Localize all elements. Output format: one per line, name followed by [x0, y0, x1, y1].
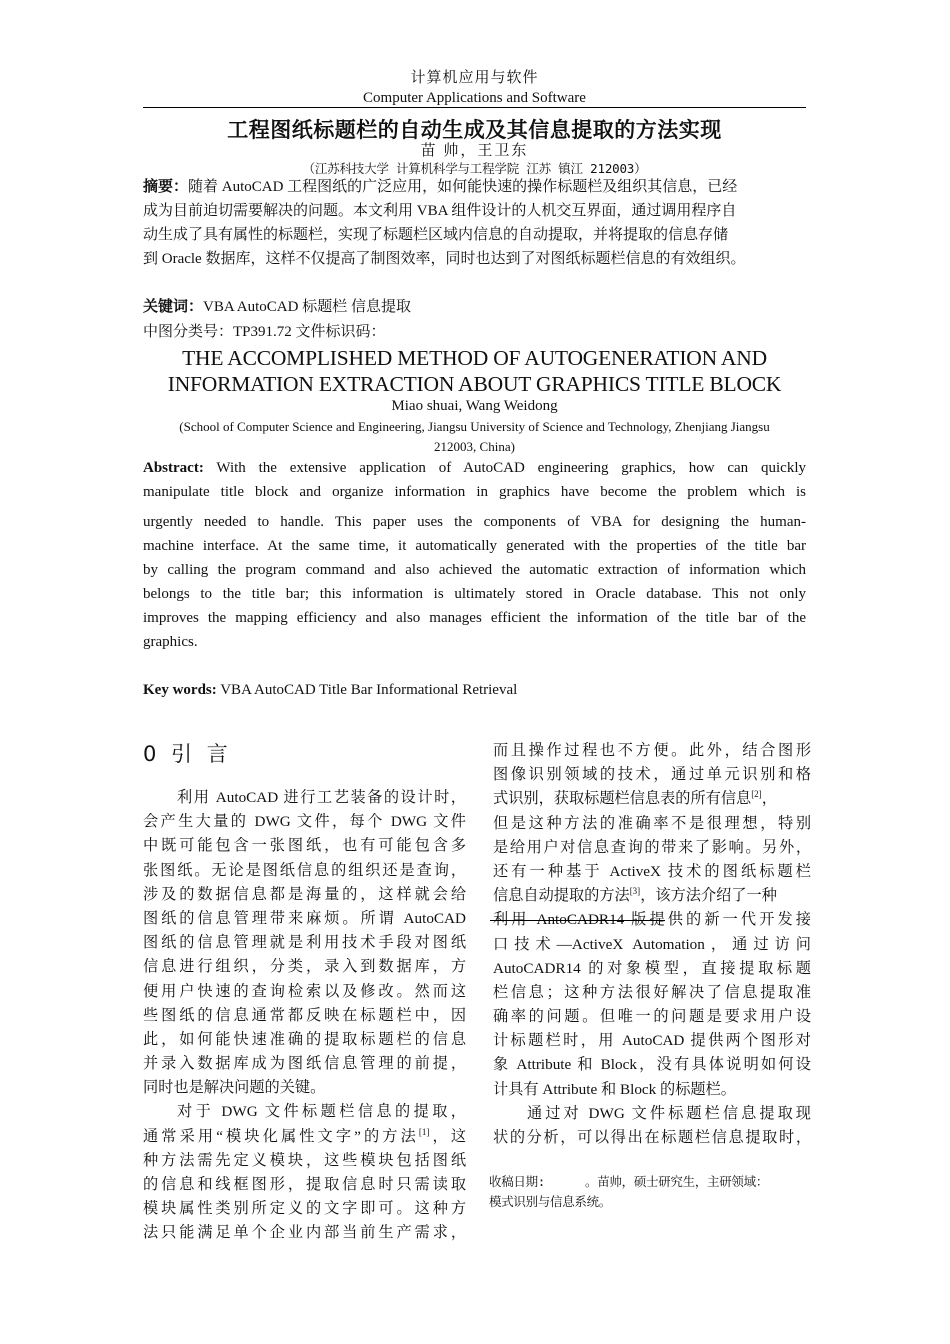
- body-line: 通常采用“模块化属性文字”的方法[1]，这: [143, 1126, 467, 1145]
- abstract-en-line: improves the mapping efficiency and also manages efficient the information of the title bar of the: [143, 610, 806, 626]
- body-line: 模块属性类别所定义的文字即可。这种方: [143, 1200, 466, 1218]
- body-line: 张图纸。无论是图纸信息的组织还是查询，: [143, 861, 466, 879]
- paper-title-cn: 工程图纸标题栏的自动生成及其信息提取的方法实现: [227, 118, 722, 142]
- abstract-cn: [143, 175, 806, 271]
- body-line: 通过对 DWG 文件标题栏信息提取现: [527, 1104, 811, 1122]
- body-line: 而且操作过程也不方便。此外，结合图形: [493, 742, 811, 759]
- body-line: 但是这种方法的准确率不是很理想，特别: [493, 814, 811, 832]
- body-line: 便用户快速的查询检索以及修改。然而这: [143, 982, 466, 1000]
- abstract-cn-line: 动生成了具有属性的标题栏，实现了标题栏区域内信息的自动提取，并将提取的信息存储: [143, 227, 729, 243]
- keywords-en-value: VBA AutoCAD Title Bar Informational Retrieval: [216, 682, 518, 698]
- body-line: 是给用户对信息查询的带来了影响。另外，: [493, 838, 811, 856]
- abstract-en-line: graphics.: [143, 634, 198, 650]
- body-line: AutoCADR14 的对象模型，直接提取标题: [493, 959, 811, 977]
- body-line: 计具有 Attribute 和 Block 的标题栏。: [493, 1080, 736, 1098]
- footnote: [489, 1172, 811, 1212]
- keywords-cn: [143, 295, 806, 319]
- body-line: 涉及的数据信息都是海量的，这样就会给: [143, 885, 466, 903]
- body-line: 状的分析，可以得出在标题栏信息提取时，: [493, 1129, 811, 1146]
- abstract-en-line: manipulate title block and organize information in graphics have become the problem which is: [143, 484, 806, 500]
- body-line: 确率的问题。但唯一的问题是要求用户设: [493, 1008, 811, 1026]
- abstract-en: [143, 456, 806, 654]
- author-bio: 。苗帅，硕士研究生，主研领域：: [585, 1174, 769, 1189]
- body-line: 式识别，获取标题栏信息表的所有信息[2]，: [493, 789, 777, 808]
- keywords-cn-value: VBA AutoCAD 标题栏 信息提取: [203, 299, 411, 315]
- body-line: 同时也是解决问题的关键。: [143, 1079, 326, 1097]
- body-line: 种方法需先定义模块，这些模块包括图纸: [143, 1151, 466, 1169]
- citation-ref[interactable]: [1]: [418, 1126, 430, 1137]
- abstract-en-line: machine interface. At the same time, it automatically generated with the properties of the title bar: [143, 538, 806, 554]
- abstract-en-line: With the extensive application of AutoCAD engineering graphics, how can quickly: [203, 460, 806, 476]
- paper-title-en-line: INFORMATION EXTRACTION ABOUT GRAPHICS TITLE BLOCK: [167, 372, 782, 396]
- abstract-en-label: Abstract:: [143, 460, 204, 476]
- body-line: 并录入数据库成为图纸信息管理的前提，: [143, 1055, 466, 1073]
- abstract-en-line: belongs to the title bar; this information is ultimately stored in Oracle database. This not only: [143, 586, 806, 602]
- authors-en: Miao shuai, Wang Weidong: [391, 398, 558, 414]
- journal-name-en: Computer Applications and Software: [363, 90, 586, 106]
- body-column-right: [493, 739, 811, 1150]
- affiliation-en-line: 212003, China): [434, 439, 515, 454]
- paper-title-en: [143, 345, 806, 397]
- body-line: 信息进行组织，分类，录入到数据库，方: [143, 958, 466, 976]
- journal-name-cn: 计算机应用与软件: [410, 68, 539, 86]
- keywords-en-label: Key words:: [143, 682, 217, 698]
- abstract-en-line: urgently needed to handle. This paper uses the components of VBA for designing the human-: [143, 514, 806, 530]
- affiliation-en: [143, 417, 806, 457]
- body-line: 对于 DWG 文件标题栏信息的提取，: [177, 1103, 466, 1121]
- affiliation-en-line: (School of Computer Science and Engineering, Jiangsu University of Science and Technology, Zhenjiang Jiangsu: [179, 419, 770, 434]
- body-line: 些图纸的信息通常都反映在标题栏中，因: [143, 1006, 466, 1024]
- abstract-cn-line: 成为目前迫切需要解决的问题。本文利用 VBA 组件设计的人机交互界面，通过调用程序自: [143, 203, 737, 219]
- abstract-cn-line: 随着 AutoCAD 工程图纸的广泛应用，如何能快速的操作标题栏及组织其信息，已经: [188, 179, 738, 195]
- body-line: 信息自动提取的方法[3]，该方法介绍了一种: [493, 886, 777, 905]
- body-line: 的信息和线框图形，提取信息时只需读取: [143, 1176, 466, 1193]
- body-line: 中既可能包含一张图纸，也有可能包含多: [143, 837, 466, 855]
- body-line: 计标题栏时，用 AutoCAD 提供两个图形对: [493, 1032, 811, 1050]
- body-column-left: [143, 786, 466, 1246]
- body-line: 图纸的信息管理就是利用技术手段对图纸: [143, 934, 466, 952]
- abstract-en-line: by calling the program command and also achieved the automatic extraction of information which: [143, 562, 806, 578]
- received-date-label: 收稿日期:: [489, 1174, 546, 1189]
- header-rule: [143, 107, 806, 108]
- body-line: 栏信息；这种方法很好解决了信息提取准: [493, 983, 811, 1001]
- body-line: 利用 AntoCADR14 版提供的新一代开发接: [493, 911, 811, 929]
- affiliation-cn: （江苏科技大学 计算机科学与工程学院 江苏 镇江 212003）: [302, 161, 647, 176]
- citation-ref[interactable]: [3]: [629, 886, 641, 897]
- abstract-cn-label: 摘要：: [143, 179, 189, 195]
- authors-cn: 苗 帅，王卫东: [420, 143, 529, 159]
- citation-ref[interactable]: [2]: [751, 789, 762, 800]
- keywords-en: [143, 678, 806, 702]
- keywords-cn-label: 关键词：: [143, 299, 204, 315]
- classification-number: 中图分类号：TP391.72 文件标识码：: [143, 324, 386, 340]
- abstract-cn-line: 到 Oracle 数据库，这样不仅提高了制图效率，同时也达到了对图纸标题栏信息的有效组织。: [143, 251, 746, 267]
- body-line: 图像识别领域的技术，通过单元识别和格: [493, 766, 811, 784]
- body-line: 此，如何能快速准确的提取标题栏的信息: [143, 1030, 466, 1048]
- author-research-field: 模式识别与信息系统。: [489, 1194, 612, 1209]
- body-line: 图纸的信息管理带来麻烦。所谓 AutoCAD: [143, 909, 466, 927]
- body-line: 法只能满足单个企业内部当前生产需求，: [143, 1224, 466, 1242]
- body-line: 利用 AutoCAD 进行工艺装备的设计时，: [177, 789, 466, 806]
- body-line: 口技术—ActiveX Automation，通过访问: [493, 935, 811, 953]
- body-line: 会产生大量的 DWG 文件，每个 DWG 文件: [143, 813, 466, 831]
- body-line: 象 Attribute 和 Block，没有具体说明如何设: [493, 1056, 811, 1074]
- section-heading-introduction: 0 引 言: [143, 742, 232, 766]
- body-line: 还有一种基于 ActiveX 技术的图纸标题栏: [493, 862, 811, 880]
- revision-strike-line: [490, 920, 665, 921]
- paper-title-en-line: THE ACCOMPLISHED METHOD OF AUTOGENERATION AND: [182, 346, 767, 370]
